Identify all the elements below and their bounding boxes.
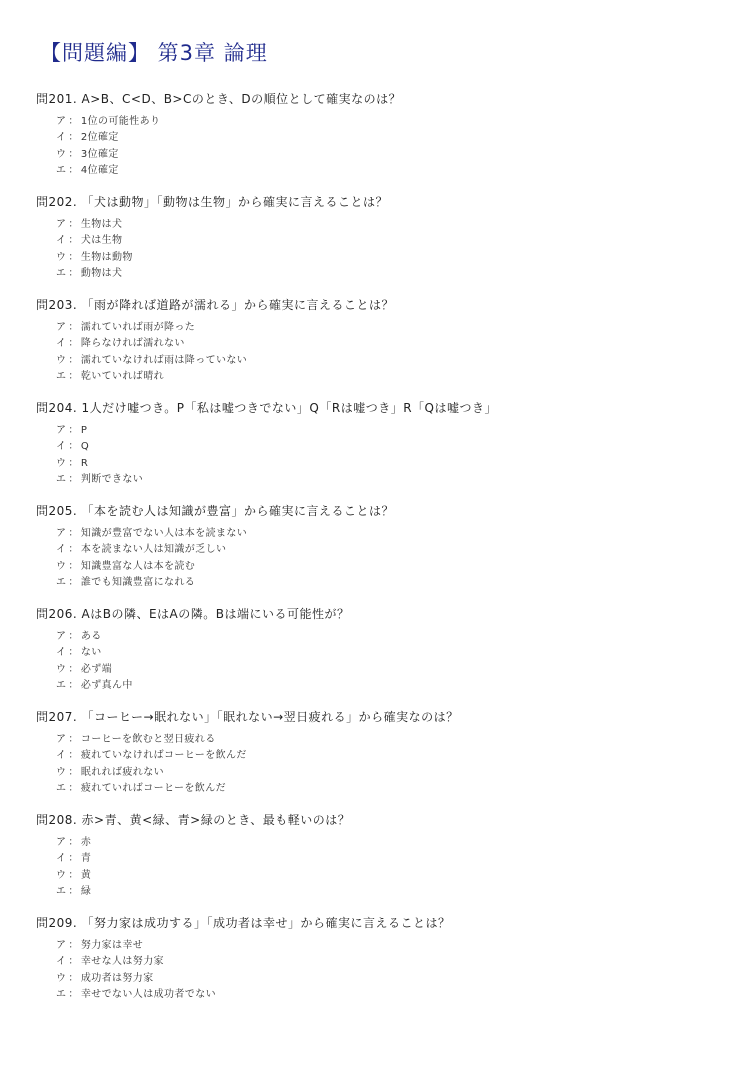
- choice-text: 赤: [80, 837, 92, 848]
- choice-text: 幸せでない人は成功者でない: [80, 988, 217, 1000]
- choice-separator: ：: [68, 267, 79, 279]
- choice-separator: ：: [68, 544, 79, 556]
- question-text: 問209. 「努力家は成功する」「成功者は幸せ」から確実に言えることは？: [36, 916, 451, 930]
- choice-text: 疲れていればコーヒーを飲んだ: [80, 782, 227, 794]
- question-text: 問206. AはBの隣、EはAの隣。Bは端にいる可能性が？: [36, 607, 350, 621]
- choice-item: [56, 217, 726, 233]
- question-text: 問204. 1人だけ嘘つき。P「私は嘘つきでない」Q「Rは嘘つき」R「Qは嘘つき」: [36, 401, 497, 415]
- choice-item: [56, 266, 726, 282]
- choice-label: エ: [56, 988, 67, 1000]
- choice-separator: ：: [68, 116, 79, 127]
- choice-item: [56, 369, 726, 385]
- choice-text: 成功者は努力家: [80, 972, 154, 984]
- choice-separator: ：: [68, 370, 79, 382]
- choice-item: [56, 233, 726, 249]
- question-text: 問203. 「雨が降れば道路が濡れる」から確実に言えることは？: [36, 298, 395, 312]
- choice-label: ア: [56, 219, 67, 230]
- choice-item: [56, 163, 726, 179]
- question-text: 問208. 赤>青、黄<緑、青>緑のとき、最も軽いのは？: [36, 813, 351, 827]
- question-block: [36, 399, 726, 502]
- choice-separator: ：: [68, 528, 79, 539]
- choice-separator: ：: [68, 766, 79, 778]
- choice-separator: ：: [68, 338, 79, 350]
- choice-list: [36, 423, 726, 488]
- choice-label: ア: [56, 528, 67, 539]
- choice-item: [56, 781, 726, 797]
- choice-text: 1位の可能性あり: [80, 116, 161, 127]
- choice-item: [56, 851, 726, 867]
- choice-label: ウ: [56, 869, 67, 881]
- choice-item: [56, 320, 726, 336]
- choice-item: [56, 765, 726, 781]
- choice-text: 本を読まない人は知識が乏しい: [80, 544, 227, 556]
- choice-label: イ: [56, 132, 67, 144]
- choice-item: [56, 678, 726, 694]
- choice-separator: ：: [68, 251, 79, 263]
- choice-label: ウ: [56, 972, 67, 984]
- choice-item: [56, 835, 726, 851]
- choice-label: ウ: [56, 766, 67, 778]
- choice-label: ア: [56, 322, 67, 333]
- choice-separator: ：: [68, 647, 79, 659]
- choice-separator: ：: [68, 885, 79, 897]
- choice-text: 生物は犬: [80, 219, 123, 230]
- choice-label: ア: [56, 734, 67, 745]
- choice-text: 3位確定: [80, 148, 119, 160]
- choice-text: 犬は生物: [80, 235, 123, 247]
- choice-text: 疲れていなければコーヒーを飲んだ: [80, 750, 247, 762]
- choice-separator: ：: [68, 425, 79, 436]
- choice-label: エ: [56, 885, 67, 897]
- choice-item: [56, 748, 726, 764]
- choice-separator: ：: [68, 631, 79, 642]
- choice-label: ア: [56, 940, 67, 951]
- choice-label: ア: [56, 631, 67, 642]
- choice-label: ウ: [56, 354, 67, 366]
- choice-item: [56, 526, 726, 542]
- choice-label: ウ: [56, 251, 67, 263]
- question-block: [36, 914, 726, 1017]
- choice-text: コーヒーを飲むと翌日疲れる: [80, 734, 216, 745]
- question-block: [36, 708, 726, 811]
- choice-text: 4位確定: [80, 164, 119, 176]
- choice-text: 必ず端: [80, 663, 113, 675]
- choice-separator: ：: [68, 869, 79, 881]
- choice-separator: ：: [68, 750, 79, 762]
- choice-separator: ：: [68, 679, 79, 691]
- choice-text: 緑: [80, 885, 92, 897]
- choice-list: [36, 526, 726, 591]
- choice-item: [56, 250, 726, 266]
- choice-item: [56, 954, 726, 970]
- choice-list: [36, 217, 726, 282]
- choice-label: ウ: [56, 148, 67, 160]
- choice-label: ア: [56, 116, 67, 127]
- choice-text: 濡れていれば雨が降った: [80, 322, 196, 333]
- choice-separator: ：: [68, 441, 79, 453]
- choice-separator: ：: [68, 853, 79, 865]
- choice-separator: ：: [68, 972, 79, 984]
- choice-item: [56, 456, 726, 472]
- choice-text: 知識豊富な人は本を読む: [80, 560, 196, 572]
- choice-label: イ: [56, 338, 67, 350]
- question-text: 問205. 「本を読む人は知識が豊富」から確実に言えることは？: [36, 504, 395, 518]
- choice-label: ア: [56, 837, 67, 848]
- choice-list: [36, 732, 726, 797]
- choice-separator: ：: [68, 322, 79, 333]
- choice-item: [56, 559, 726, 575]
- question-block: [36, 811, 726, 914]
- choice-label: イ: [56, 441, 67, 453]
- choice-label: ウ: [56, 663, 67, 675]
- choice-item: [56, 472, 726, 488]
- choice-label: イ: [56, 750, 67, 762]
- choice-label: イ: [56, 853, 67, 865]
- choice-item: [56, 114, 726, 130]
- choice-text: 乾いていれば晴れ: [80, 370, 165, 382]
- choice-separator: ：: [68, 354, 79, 366]
- choice-list: [36, 114, 726, 179]
- choice-item: [56, 884, 726, 900]
- question-text: 問207. 「コーヒー→眠れない」「眠れない→翌日疲れる」から確実なのは？: [36, 710, 459, 724]
- choice-text: 降らなければ濡れない: [80, 338, 185, 350]
- choice-separator: ：: [68, 148, 79, 160]
- choice-separator: ：: [68, 457, 79, 469]
- choice-label: ウ: [56, 560, 67, 572]
- choice-text: 誰でも知識豊富になれる: [80, 576, 196, 588]
- choice-label: エ: [56, 164, 67, 176]
- question-text: 問202. 「犬は動物」「動物は生物」から確実に言えることは？: [36, 195, 389, 209]
- choice-separator: ：: [68, 560, 79, 572]
- choice-item: [56, 732, 726, 748]
- choice-text: 2位確定: [80, 132, 119, 144]
- page-title: 【問題編】 第3章 論理: [40, 41, 268, 65]
- choice-text: ある: [80, 631, 102, 642]
- choice-label: イ: [56, 544, 67, 556]
- choice-label: ア: [56, 425, 67, 436]
- choice-list: [36, 320, 726, 385]
- question-text: 問201. A>B、C<D、B>Cのとき、Dの順位として確実なのは？: [36, 92, 402, 106]
- choice-separator: ：: [68, 473, 79, 485]
- choice-label: エ: [56, 267, 67, 279]
- choice-text: 知識が豊富でない人は本を読まない: [80, 528, 248, 539]
- choice-item: [56, 868, 726, 884]
- choice-label: エ: [56, 473, 67, 485]
- choice-separator: ：: [68, 576, 79, 588]
- choice-separator: ：: [68, 940, 79, 951]
- choice-list: [36, 629, 726, 694]
- choice-item: [56, 987, 726, 1003]
- choice-label: エ: [56, 782, 67, 794]
- question-block: [36, 193, 726, 296]
- choice-item: [56, 662, 726, 678]
- choice-text: ない: [80, 647, 102, 659]
- question-block: [36, 90, 726, 193]
- choice-separator: ：: [68, 782, 79, 794]
- choice-item: [56, 645, 726, 661]
- choice-item: [56, 629, 726, 645]
- choice-label: イ: [56, 235, 67, 247]
- question-block: [36, 605, 726, 708]
- choice-item: [56, 423, 726, 439]
- choice-text: Q: [80, 441, 90, 453]
- choice-separator: ：: [68, 734, 79, 745]
- choice-text: 黄: [80, 869, 92, 881]
- choice-separator: ：: [68, 663, 79, 675]
- choice-separator: ：: [68, 219, 79, 230]
- choice-text: 判断できない: [80, 473, 144, 485]
- choice-text: P: [80, 425, 88, 436]
- choice-text: 眠れれば疲れない: [80, 766, 165, 778]
- choice-text: 努力家は幸せ: [80, 940, 144, 951]
- choice-item: [56, 353, 726, 369]
- choice-separator: ：: [68, 235, 79, 247]
- choice-item: [56, 971, 726, 987]
- choice-label: エ: [56, 370, 67, 382]
- choice-text: 生物は動物: [80, 251, 133, 263]
- choice-list: [36, 835, 726, 900]
- choice-item: [56, 147, 726, 163]
- choice-separator: ：: [68, 837, 79, 848]
- choice-item: [56, 938, 726, 954]
- question-block: [36, 502, 726, 605]
- choice-label: エ: [56, 679, 67, 691]
- choice-list: [36, 938, 726, 1003]
- choice-separator: ：: [68, 132, 79, 144]
- choice-separator: ：: [68, 988, 79, 1000]
- choice-item: [56, 575, 726, 591]
- choice-text: 動物は犬: [80, 267, 123, 279]
- choice-item: [56, 542, 726, 558]
- choice-label: イ: [56, 647, 67, 659]
- choice-separator: ：: [68, 164, 79, 176]
- choice-text: 必ず真ん中: [80, 679, 133, 691]
- choice-item: [56, 130, 726, 146]
- choice-text: R: [80, 457, 89, 469]
- choice-label: エ: [56, 576, 67, 588]
- choice-text: 青: [80, 853, 92, 865]
- choice-item: [56, 439, 726, 455]
- choice-text: 濡れていなければ雨は降っていない: [80, 354, 248, 366]
- choice-item: [56, 336, 726, 352]
- choice-separator: ：: [68, 956, 79, 968]
- question-block: [36, 296, 726, 399]
- choice-label: イ: [56, 956, 67, 968]
- choice-label: ウ: [56, 457, 67, 469]
- choice-text: 幸せな人は努力家: [80, 956, 165, 968]
- question-list: [36, 90, 726, 1017]
